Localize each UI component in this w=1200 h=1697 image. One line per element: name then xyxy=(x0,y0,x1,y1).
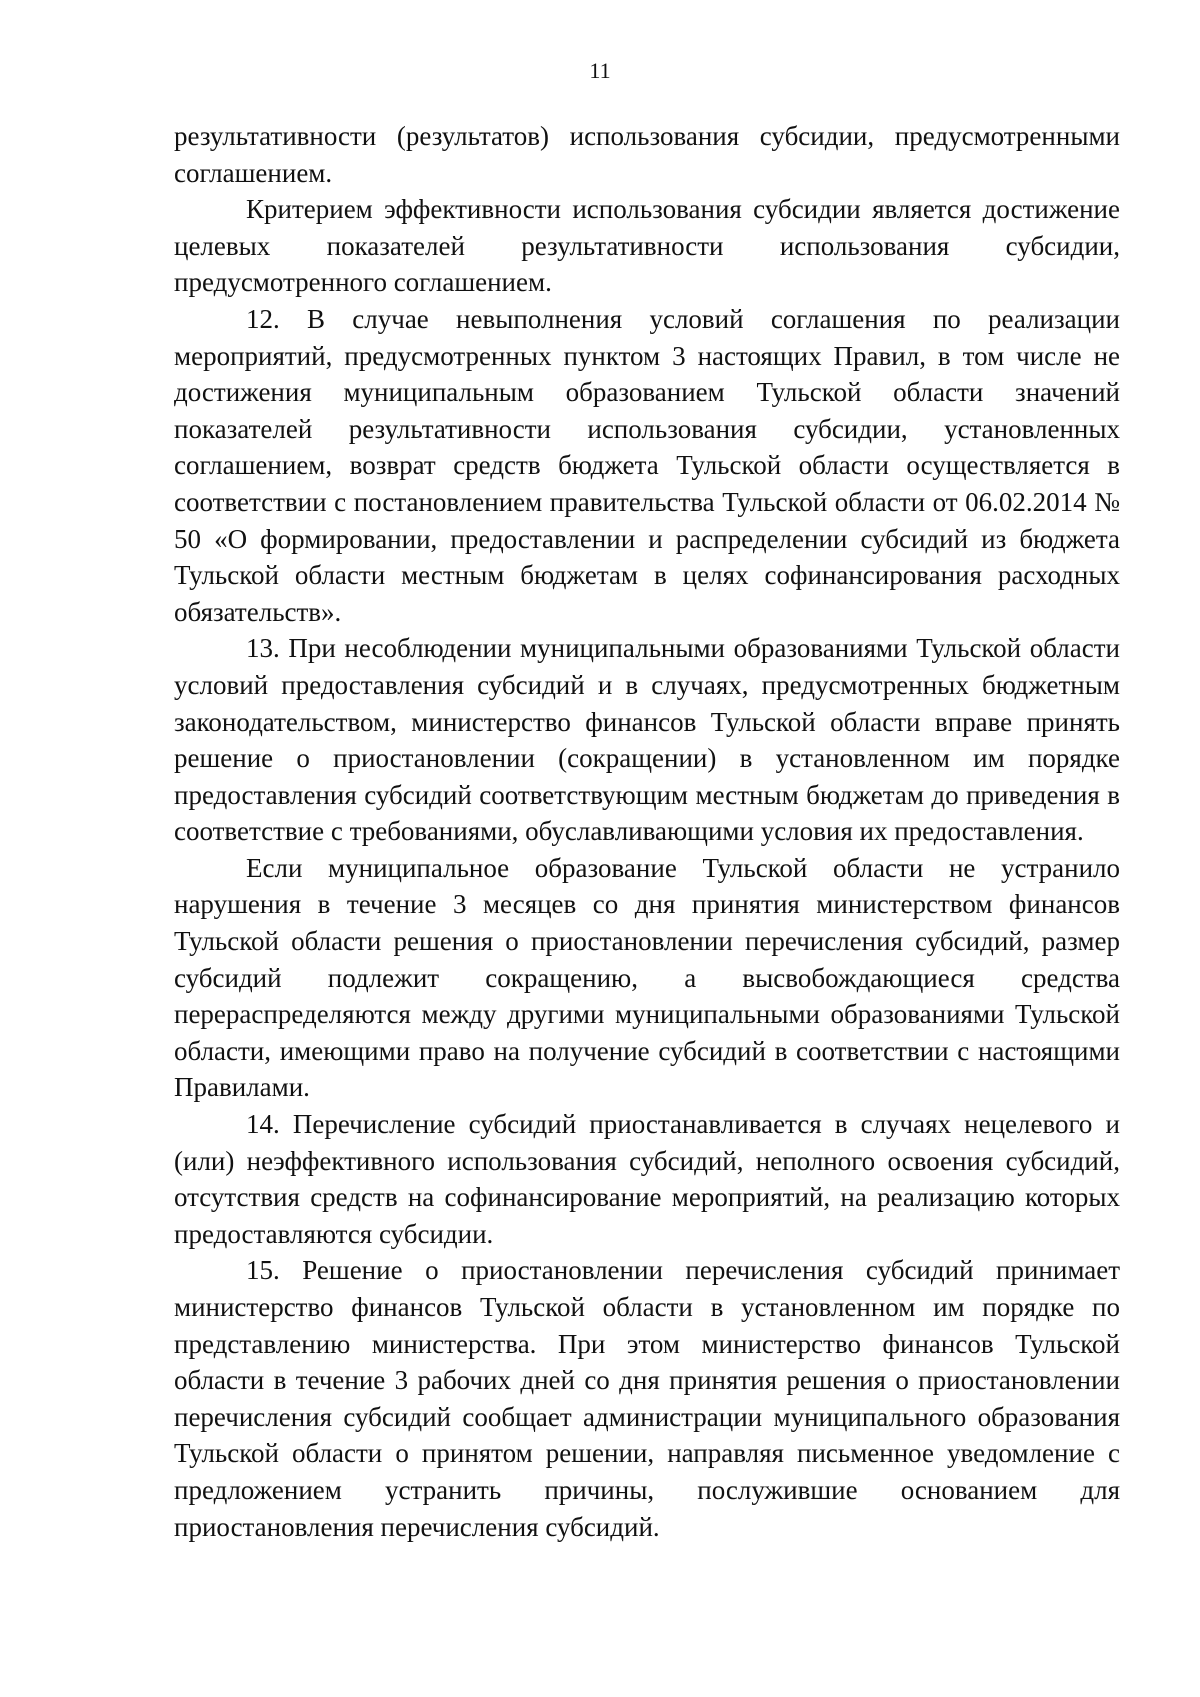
paragraph-item-12: 12. В случае невыполнения условий соглашения по реализации мероприятий, предусмотренных пунктом 3 настоящих Правил, в том числе не достижения муниципальным образованием Тульской области значений показателей результативности использования субсидии, установленных соглашением, возврат средств бюджета Тульской области осуществляется в соответствии с постановлением правительства Тульской области от 06.02.2014 № 50 «О формировании, предоставлении и распределении субсидий из бюджета Тульской области местным бюджетам в целях софинансирования расходных обязательств». xyxy=(174,303,1120,627)
paragraph-efficiency-criterion: Критерием эффективности использования субсидии является достижение целевых показателей результативности использования субсидии, предусмотренного соглашением. xyxy=(174,194,1120,298)
paragraph-item-13-continued: Если муниципальное образование Тульской области не устранило нарушения в течение 3 месяцев со дня принятия министерством финансов Тульской области решения о приостановлении перечисления субсидий, размер субсидий подлежит сокращению, а высвобождающиеся средства перераспределяются между другими муниципальными образованиями Тульской области, имеющими право на получение субсидий в соответствии с настоящими Правилами. xyxy=(174,852,1120,1103)
paragraph-continuation: результативности (результатов) использования субсидии, предусмотренными соглашением. xyxy=(174,121,1120,188)
paragraph-item-13: 13. При несоблюдении муниципальными образованиями Тульской области условий предоставления субсидий и в случаях, предусмотренных бюджетным законодательством, министерство финансов Тульской области вправе принять решение о приостановлении (сокращении) в установленном им порядке предоставления субсидий соответствующим местным бюджетам до приведения в соответствие с требованиями, обуславливающими условия их предоставления. xyxy=(174,633,1120,847)
page-number: 11 xyxy=(589,58,611,83)
paragraph-item-14: 14. Перечисление субсидий приостанавливается в случаях нецелевого и (или) неэффективного использования субсидий, неполного освоения субсидий, отсутствия средств на софинансирование мероприятий, на реализацию которых предоставляются субсидии. xyxy=(174,1109,1120,1249)
document-body xyxy=(174,118,1120,1545)
paragraph-item-15: 15. Решение о приостановлении перечисления субсидий принимает министерство финансов Тульской области в установленном им порядке по представлению министерства. При этом министерство финансов Тульской области в течение 3 рабочих дней со дня принятия решения о приостановлении перечисления субсидий сообщает администрации муниципального образования Тульской области о принятом решении, направляя письменное уведомление с предложением устранить причины, послужившие основанием для приостановления перечисления субсидий. xyxy=(174,1255,1120,1542)
